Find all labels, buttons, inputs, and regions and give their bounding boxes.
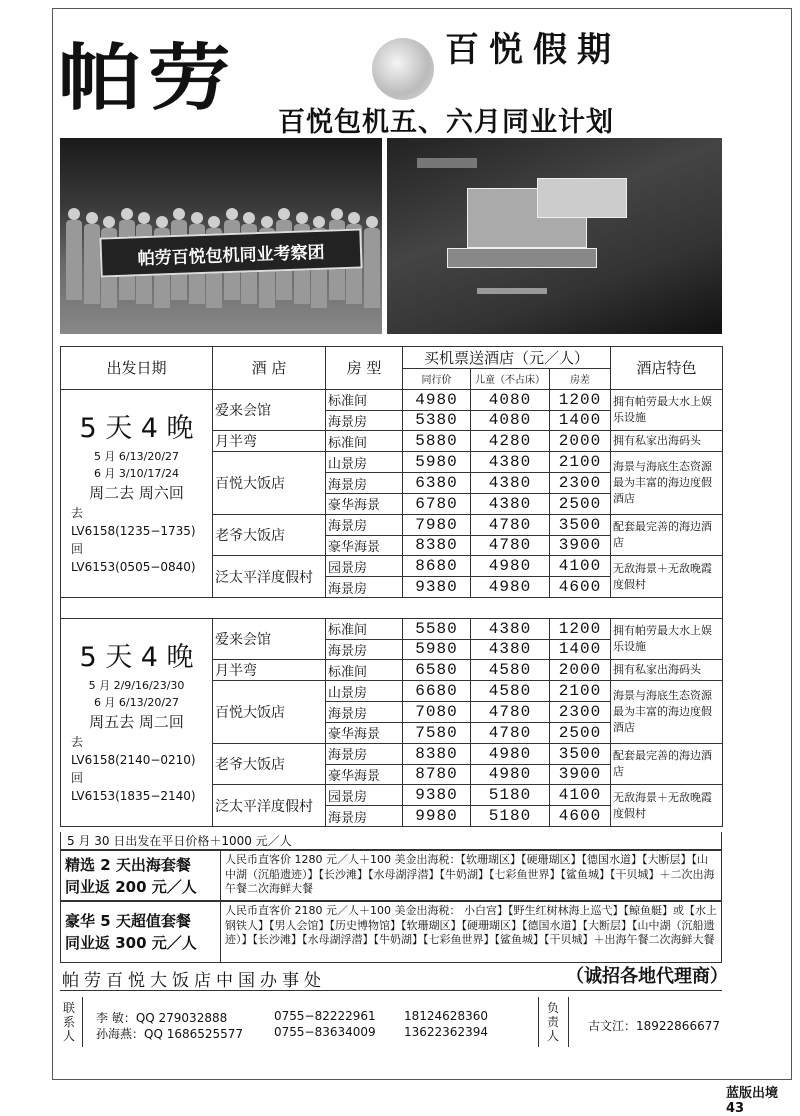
hotel-feature: 无敌海景＋无敌晚霞度假村 — [611, 785, 723, 827]
room-type: 豪华海景 — [326, 493, 403, 514]
room-diff: 2500 — [550, 493, 611, 514]
moon-graphic — [372, 38, 434, 100]
recruit-notice: （诚招各地代理商） — [566, 966, 728, 987]
child-price: 4280 — [471, 431, 550, 452]
room-diff: 1400 — [550, 639, 611, 660]
child-price: 4580 — [471, 681, 550, 702]
contact-mobile: 18124628360 — [404, 1009, 488, 1023]
room-type: 标准间 — [326, 618, 403, 639]
room-type: 豪华海景 — [326, 764, 403, 785]
contact-tel: 0755−82222961 — [274, 1009, 376, 1023]
departure-cell — [61, 389, 213, 597]
child-price: 4780 — [471, 722, 550, 743]
room-type: 园景房 — [326, 556, 403, 577]
room-diff: 2300 — [550, 702, 611, 723]
package-title — [61, 902, 221, 962]
room-type: 标准间 — [326, 389, 403, 410]
room-diff: 4600 — [550, 806, 611, 827]
room-type: 海景房 — [326, 743, 403, 764]
departure-cell — [61, 618, 213, 826]
child-price: 4380 — [471, 493, 550, 514]
divider — [568, 997, 569, 1047]
flight-info: 去 LV6158(2140−0210) — [71, 735, 196, 768]
photo-person — [66, 208, 82, 318]
peer-price: 4980 — [403, 389, 471, 410]
contact-mobile: 13622362394 — [404, 1025, 488, 1039]
resort-photo — [387, 138, 722, 334]
departure-dates: 6 月 3/10/17/24 — [93, 467, 180, 481]
child-price: 4980 — [471, 556, 550, 577]
room-type: 豪华海景 — [326, 722, 403, 743]
package-rebate: 同业返 200 元／人 — [65, 877, 197, 896]
contact-name: 孙海燕：QQ 1686525577 — [96, 1027, 244, 1041]
hotel-name: 泛太平洋度假村 — [213, 785, 326, 827]
page-title: 百悦包机五、六月同业计划 — [278, 107, 614, 138]
room-type: 标准间 — [326, 431, 403, 452]
room-type: 海景房 — [326, 702, 403, 723]
header-date: 出发日期 — [61, 347, 213, 390]
peer-price: 5880 — [403, 431, 471, 452]
peer-price: 8680 — [403, 556, 471, 577]
header-diff: 房差 — [550, 369, 611, 390]
room-diff: 3500 — [550, 514, 611, 535]
header-hotel: 酒 店 — [213, 347, 326, 390]
room-diff: 2000 — [550, 660, 611, 681]
peer-price: 9380 — [403, 785, 471, 806]
peer-price: 6780 — [403, 493, 471, 514]
peer-price: 9380 — [403, 577, 471, 598]
room-type: 豪华海景 — [326, 535, 403, 556]
hotel-name: 月半弯 — [213, 660, 326, 681]
header-price-group: 买机票送酒店（元／人） — [403, 347, 611, 369]
header-peer: 同行价 — [403, 369, 471, 390]
header-room: 房 型 — [326, 347, 403, 390]
room-diff: 1400 — [550, 410, 611, 431]
child-price: 4780 — [471, 514, 550, 535]
room-diff: 2500 — [550, 722, 611, 743]
trip-duration: 5 天 4 晚 — [79, 642, 194, 674]
separator-cell — [61, 597, 723, 618]
child-price: 4380 — [471, 452, 550, 473]
hotel-name: 老爷大饭店 — [213, 743, 326, 785]
owner-label: 负责人 — [546, 1001, 559, 1043]
room-diff: 2000 — [550, 431, 611, 452]
room-diff: 1200 — [550, 389, 611, 410]
room-diff: 3900 — [550, 764, 611, 785]
room-type: 海景房 — [326, 473, 403, 494]
hotel-name: 百悦大饭店 — [213, 452, 326, 514]
office-name: 帕劳百悦大饭店中国办事处 — [62, 971, 326, 991]
room-diff: 2100 — [550, 681, 611, 702]
room-diff: 2100 — [550, 452, 611, 473]
child-price: 4780 — [471, 535, 550, 556]
peer-price: 8380 — [403, 535, 471, 556]
package-name: 精选 2 天出海套餐 — [65, 855, 191, 874]
trip-duration: 5 天 4 晚 — [79, 413, 194, 445]
hotel-name: 泛太平洋度假村 — [213, 556, 326, 598]
resort-pier — [477, 288, 547, 294]
departure-dates: 6 月 6/13/20/27 — [93, 696, 180, 710]
departure-dates: 5 月 2/9/16/23/30 — [88, 679, 185, 693]
peer-price: 5580 — [403, 618, 471, 639]
departure-dates: 5 月 6/13/20/27 — [93, 450, 180, 464]
package-row — [60, 901, 722, 963]
child-price: 4080 — [471, 389, 550, 410]
hotel-feature: 配套最完善的海边酒店 — [611, 514, 723, 556]
child-price: 4980 — [471, 764, 550, 785]
child-price: 4380 — [471, 639, 550, 660]
contacts-section — [60, 990, 722, 1052]
divider — [82, 997, 83, 1047]
room-type: 山景房 — [326, 681, 403, 702]
room-diff: 3900 — [550, 535, 611, 556]
peer-price: 6380 — [403, 473, 471, 494]
room-diff: 4600 — [550, 577, 611, 598]
child-price: 4780 — [471, 702, 550, 723]
room-type: 标准间 — [326, 660, 403, 681]
brand-subtitle: 百悦假期 — [445, 30, 621, 70]
group-photo — [60, 138, 382, 334]
package-desc: 人民币直客价 2180 元／人＋100 美金出海税： 小白宫】【野生红树林海上巡弋】【鲸鱼艇】或【水上钢铁人】【男人会馆】【历史博物馆】【软珊瑚区】【硬珊瑚区】【德国水道】【大断层】【山中湖（沉船遗迹）】【长沙滩】【水母湖浮潜】【牛奶湖】【七彩鱼世界】【鲨鱼城】【干贝城】＋出海午餐二次海鲜大餐 — [225, 904, 717, 946]
child-price: 4380 — [471, 618, 550, 639]
hotel-feature: 拥有帕劳最大水上娱乐设施 — [611, 389, 723, 431]
hotel-feature: 拥有私家出海码头 — [611, 660, 723, 681]
peer-price: 5980 — [403, 639, 471, 660]
room-diff: 3500 — [550, 743, 611, 764]
hotel-name: 老爷大饭店 — [213, 514, 326, 556]
photo-person — [84, 212, 100, 322]
child-price: 4380 — [471, 473, 550, 494]
page-number: 蓝版出境 43 — [726, 1086, 779, 1116]
package-name: 豪华 5 天超值套餐 — [65, 912, 191, 930]
table-row — [61, 618, 723, 639]
room-type: 海景房 — [326, 577, 403, 598]
peer-price: 9980 — [403, 806, 471, 827]
photo-person — [364, 216, 380, 326]
peer-price: 7080 — [403, 702, 471, 723]
table-row — [61, 389, 723, 410]
child-price: 4980 — [471, 577, 550, 598]
table-header — [61, 347, 723, 369]
contact-tel: 0755−83634009 — [274, 1025, 376, 1039]
contact-name: 李 敏：QQ 279032888 — [96, 1011, 228, 1025]
room-type: 海景房 — [326, 514, 403, 535]
hotel-feature: 拥有帕劳最大水上娱乐设施 — [611, 618, 723, 660]
weekday-schedule: 周五去 周二回 — [89, 713, 184, 732]
hotel-feature: 海景与海底生态资源最为丰富的海边度假酒店 — [611, 452, 723, 514]
child-price: 4080 — [471, 410, 550, 431]
child-price: 4980 — [471, 743, 550, 764]
flight-info: 回 LV6153(0505−0840) — [71, 542, 196, 575]
room-diff: 4100 — [550, 785, 611, 806]
room-type: 山景房 — [326, 452, 403, 473]
hotel-feature: 无敌海景＋无敌晚霞度假村 — [611, 556, 723, 598]
hotel-name: 百悦大饭店 — [213, 681, 326, 743]
room-type: 海景房 — [326, 806, 403, 827]
peer-price: 8380 — [403, 743, 471, 764]
peer-price: 5980 — [403, 452, 471, 473]
peer-price: 7980 — [403, 514, 471, 535]
peer-price: 8780 — [403, 764, 471, 785]
hotel-name: 月半弯 — [213, 431, 326, 452]
brand-logo: 帕劳 — [58, 35, 238, 120]
package-title — [61, 851, 221, 900]
peer-price: 6680 — [403, 681, 471, 702]
section-separator — [61, 597, 723, 618]
hotel-name: 爱来会馆 — [213, 618, 326, 660]
package-desc: 人民币直客价 1280 元／人＋100 美金出海税：【软珊瑚区】【硬珊瑚区】【德国水道】【大断层】【山中湖（沉船遗迹）】【长沙滩】【水母湖浮潜】【牛奶湖】【七彩鱼世界】【鲨鱼城】【干贝城】＋二次出海午餐二次海鲜大餐 — [225, 853, 715, 895]
package-row — [60, 850, 722, 901]
resort-building — [447, 248, 597, 268]
child-price: 5180 — [471, 785, 550, 806]
owner-contact: 古文江：18922866677 — [588, 1019, 720, 1033]
peer-price: 5380 — [403, 410, 471, 431]
price-table — [60, 346, 723, 827]
room-diff: 1200 — [550, 618, 611, 639]
contact-label: 联系人 — [62, 1001, 75, 1043]
peer-price: 7580 — [403, 722, 471, 743]
resort-building — [537, 178, 627, 218]
peer-price: 6580 — [403, 660, 471, 681]
hotel-feature: 配套最完善的海边酒店 — [611, 743, 723, 785]
room-diff: 4100 — [550, 556, 611, 577]
holiday-note: 5 月 30 日出发在平日价格＋1000 元／人 — [60, 832, 722, 850]
child-price: 4580 — [471, 660, 550, 681]
header-child: 儿童（不占床） — [471, 369, 550, 390]
flight-info: 去 LV6158(1235−1735) — [71, 506, 196, 539]
header-feature: 酒店特色 — [611, 347, 723, 390]
hotel-feature: 拥有私家出海码头 — [611, 431, 723, 452]
flight-info: 回 LV6153(1835−2140) — [71, 771, 196, 804]
child-price: 5180 — [471, 806, 550, 827]
room-diff: 2300 — [550, 473, 611, 494]
package-rebate: 同业返 300 元／人 — [65, 934, 197, 952]
resort-pier — [417, 158, 477, 168]
photo-banner: 帕劳百悦包机同业考察团 — [99, 228, 362, 277]
hotel-feature: 海景与海底生态资源最为丰富的海边度假酒店 — [611, 681, 723, 743]
weekday-schedule: 周二去 周六回 — [89, 484, 184, 503]
divider — [538, 997, 539, 1047]
room-type: 海景房 — [326, 410, 403, 431]
room-type: 园景房 — [326, 785, 403, 806]
hotel-name: 爱来会馆 — [213, 389, 326, 431]
room-type: 海景房 — [326, 639, 403, 660]
